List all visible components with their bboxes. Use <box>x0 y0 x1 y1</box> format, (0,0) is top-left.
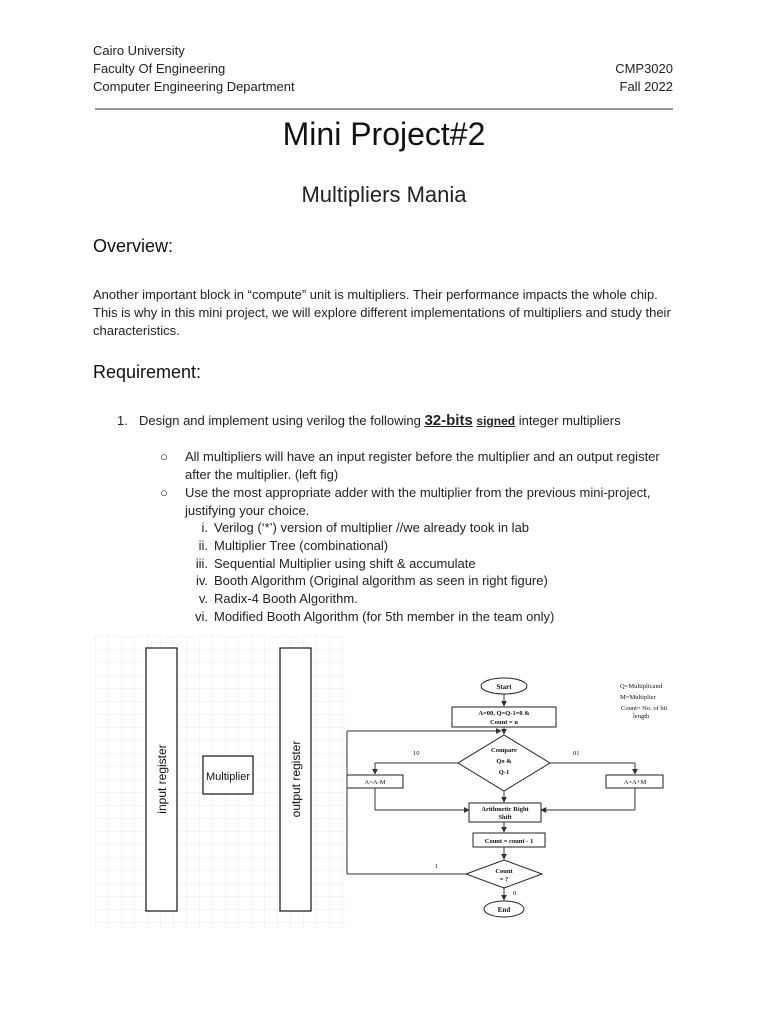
legend-count-line1: Count= No. of bit <box>621 705 668 712</box>
bullet-mark: ○ <box>160 485 168 500</box>
register-diagram <box>95 636 347 929</box>
loop-label-1: 1 <box>435 863 439 870</box>
item-text-before: Design and implement using verilog the following <box>139 413 425 428</box>
exit-label-0: 0 <box>513 890 517 897</box>
init-line1: A=00, Q=Q-1=0 & <box>478 710 530 717</box>
multiplier-label: Multiplier <box>205 771 251 783</box>
count-check-line2: = ? <box>499 876 509 883</box>
header-left <box>93 42 295 96</box>
shift-line1: Arithmetic Right <box>481 806 529 813</box>
branch-label-10: 10 <box>413 750 420 757</box>
header-right <box>615 60 673 96</box>
legend-m: M=Multiplier <box>620 694 656 701</box>
bits-emphasis: 32-bits <box>424 412 473 429</box>
input-register-label: input register <box>155 744 169 814</box>
output-register-label: output register <box>289 740 303 818</box>
diagrams-svg <box>95 636 675 929</box>
signed-emphasis: signed <box>476 414 516 428</box>
init-line2: Count = n <box>490 719 518 726</box>
bullet-text: Use the most appropriate adder with the multiplier from the previous mini-project, justifying your choice. <box>185 485 651 518</box>
course-code: CMP3020 <box>615 61 673 76</box>
legend-count-line2: length <box>633 713 650 720</box>
count-check-line1: Count <box>495 868 513 875</box>
requirement-heading: Requirement: <box>93 362 202 382</box>
item-text-after: integer multipliers <box>515 413 621 428</box>
compare-line3: Q-1 <box>498 769 510 776</box>
figure-diagrams <box>95 636 675 929</box>
document-page: Cairo University Faculty Of Engineering Computer Engineering Department CMP3020 Fall 2022 Mini Project#2 Multipliers Mania Overview: Another important block in “compute” unit is multipliers. Their performance impacts the whole chip. This is why in this mini project, we will explore different implementations of multipliers and study their characteristics. Requirement: 1. Design and implement using verilog the following 32-bits signed integer multipliers ○ All multipliers will have an input register before the multiplier and an output register after the multiplier. (left fig) ○ Use the most appropriate adder with the multiplier from the previous mini-project, justifying your choice. i. Verilog (‘*’) version of multiplier //we already took in lab ii. Multiplier Tree (combinational) iii. Sequential Multiplier using shift & accumulate iv. Booth Algorithm (Original algorithm as seen in right figure) v. Radix-4 Booth Algorithm. vi. Modified Booth Algorithm (for 5th member in the team only) input register Multiplier output register Start A=00, Q=Q-1=0 & Count = n Compare Qo & Q-1 10 A=A-M 01 A=A+M Arithmetic Right Shift Count = count - 1 Count = ? 1 0 End Q=Multiplicand M=Multiplier Count= No. of bit length <box>0 0 768 1024</box>
faculty-name: Faculty Of Engineering <box>93 61 226 76</box>
a-plus-m-label: A=A+M <box>623 779 647 786</box>
compare-line1: Compare <box>491 747 517 754</box>
compare-line2: Qo & <box>496 758 512 765</box>
university-name: Cairo University <box>93 43 185 58</box>
header-divider <box>95 108 673 110</box>
bullet-mark: ○ <box>160 449 168 464</box>
page-subtitle: Multipliers Mania <box>301 182 467 207</box>
legend-q: Q=Multiplicand <box>620 683 662 690</box>
end-label: End <box>497 906 511 914</box>
booth-flowchart <box>347 678 667 917</box>
count-decrement-label: Count = count - 1 <box>484 838 534 845</box>
branch-label-01: 01 <box>573 750 580 757</box>
department-name: Computer Engineering Department <box>93 79 295 94</box>
start-label: Start <box>496 683 512 691</box>
shift-line2: Shift <box>498 814 512 821</box>
requirement-item-1 <box>117 412 621 430</box>
overview-text: Another important block in “compute” unit is multipliers. Their performance impacts the whole chip. This is why in this mini project, we will explore different implementations of multipliers and study their characteristics. <box>93 287 671 338</box>
term: Fall 2022 <box>619 79 673 94</box>
overview-heading: Overview: <box>93 236 174 256</box>
bullet-text: All multipliers will have an input register before the multiplier and an output register after the multiplier. (left fig) <box>185 449 660 482</box>
a-minus-m-label: A=A-M <box>364 779 386 786</box>
item-number: 1. <box>117 413 128 428</box>
page-title: Mini Project#2 <box>282 116 486 152</box>
